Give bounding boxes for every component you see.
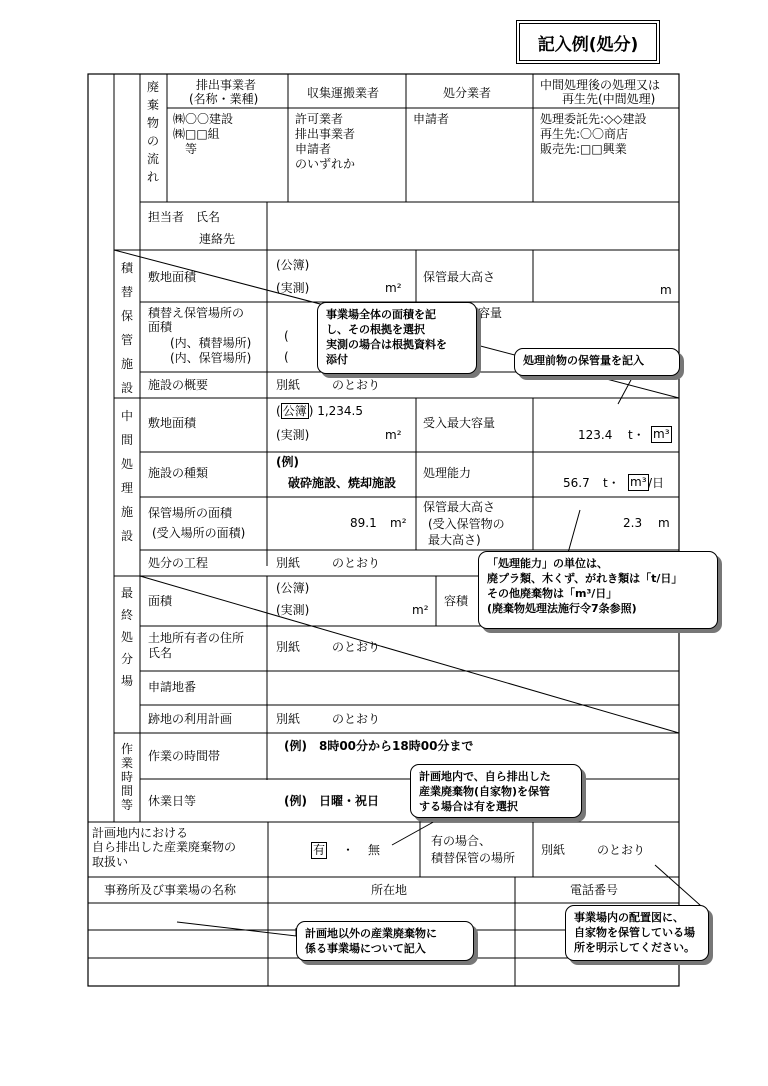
self-waste-label-2: 自ら排出した産業廃棄物の bbox=[92, 840, 237, 854]
mid-section-label: 中間処理施設 bbox=[120, 409, 133, 543]
self-waste-place-label-2: 積替保管の場所 bbox=[431, 851, 516, 865]
flow-section-label: 廃棄物の流れ bbox=[146, 80, 159, 184]
mid-height-value: 2.3 bbox=[623, 516, 643, 530]
storage-overview-label: 施設の概要 bbox=[148, 378, 209, 392]
emitter-3: 等 bbox=[185, 142, 198, 156]
mid-storage-area-label-2: (受入場所の面積) bbox=[152, 526, 246, 540]
mid-kobo-value: 1,234.5 bbox=[317, 404, 364, 418]
self-waste-annex: 別紙 bbox=[541, 843, 566, 857]
mid-storage-area-value: 89.1 bbox=[350, 516, 377, 530]
work-section-label: 作業時間等 bbox=[120, 742, 133, 812]
storage-site-area-label: 敷地面積 bbox=[148, 270, 197, 284]
collector-1: 許可業者 bbox=[295, 112, 344, 126]
mid-capacity-unit-m3: m³ bbox=[630, 475, 647, 489]
mid-storage-area-label-1: 保管場所の面積 bbox=[148, 506, 233, 520]
landfill-kobo: (公簿) bbox=[276, 581, 310, 595]
storage-height-unit: m bbox=[660, 283, 672, 297]
landfill-lot-label: 申請地番 bbox=[148, 680, 197, 694]
callout-layout-map-line-3: 所を明示してください。 bbox=[574, 941, 695, 954]
callout-area-basis bbox=[317, 302, 477, 374]
callout-layout-map-line-1: 事業場内の配置図に、 bbox=[574, 911, 684, 924]
storage-paren-2: ( bbox=[284, 350, 289, 364]
mid-site-area-label: 敷地面積 bbox=[148, 416, 197, 430]
callout-self-storage-line-3: する場合は有を選択 bbox=[419, 800, 518, 813]
landfill-owner-label-1: 土地所有者の住所 bbox=[148, 631, 245, 645]
contact-label: 連絡先 bbox=[199, 232, 236, 246]
callout-self-storage bbox=[410, 764, 582, 818]
landfill-jissoku: (実測) bbox=[276, 603, 310, 617]
collector-2: 排出事業者 bbox=[295, 127, 356, 141]
callout-pre-storage-text: 処理前物の保管量を記入 bbox=[523, 354, 644, 367]
mid-capacity-value: 56.7 bbox=[563, 476, 590, 490]
callout-area-line-1: 事業場全体の面積を記 bbox=[326, 308, 436, 321]
mid-height-unit: m bbox=[658, 516, 670, 530]
disposer-value: 申請者 bbox=[413, 112, 450, 126]
landfill-owner-annex: 別紙 bbox=[276, 640, 301, 654]
recycle-1: 処理委託先:◇◇建設 bbox=[540, 112, 647, 126]
storage-overview-attached: のとおり bbox=[332, 378, 381, 392]
mid-recv-cap-label: 受入最大容量 bbox=[423, 416, 496, 430]
self-waste-attached: のとおり bbox=[597, 843, 646, 857]
mid-capacity-label: 処理能力 bbox=[423, 466, 472, 480]
landfill-owner-label-2: 氏名 bbox=[148, 646, 173, 660]
mid-height-label-2: (受入保管物の bbox=[428, 517, 505, 531]
callout-self-storage-line-2: 産業廃棄物(自家物)を保管 bbox=[419, 785, 551, 798]
mid-type-value: 破砕施設、焼却施設 bbox=[288, 476, 397, 490]
document-title: 記入例(処分) bbox=[516, 20, 660, 64]
self-waste-place-label-1: 有の場合、 bbox=[431, 834, 492, 848]
landfill-m2-unit: m² bbox=[412, 603, 429, 617]
mid-process-attached: のとおり bbox=[332, 556, 381, 570]
storage-paren-1: ( bbox=[284, 329, 289, 343]
storage-overview-annex: 別紙 bbox=[276, 378, 301, 392]
callout-capacity-line-2: 廃プラ類、木くず、がれき類は「t/日」 bbox=[487, 572, 683, 585]
mid-kobo-selected: 公簿 bbox=[282, 404, 307, 418]
emitter-2: ㈱□□組 bbox=[173, 127, 220, 141]
callout-area-line-4: 添付 bbox=[326, 353, 348, 366]
callout-pre-storage bbox=[514, 348, 680, 376]
storage-capacity-label: 容量 bbox=[478, 306, 503, 320]
col-header-collector: 収集運搬業者 bbox=[307, 86, 380, 100]
col-header-emitter-sub: (名称・業種) bbox=[189, 92, 259, 106]
emitter-1: ㈱〇〇建設 bbox=[173, 112, 234, 126]
storage-area-label-1: 積替え保管場所の bbox=[148, 306, 245, 320]
mid-type-example: (例) bbox=[276, 455, 299, 469]
col-header-disposer: 処分業者 bbox=[443, 86, 492, 100]
mid-process-annex: 別紙 bbox=[276, 556, 301, 570]
self-waste-yes-option[interactable]: 有 bbox=[313, 843, 326, 857]
self-waste-no-option[interactable]: 無 bbox=[368, 843, 381, 857]
col-header-emitter: 排出事業者 bbox=[196, 78, 257, 92]
mid-height-label-1: 保管最大高さ bbox=[423, 500, 496, 514]
col-header-recycle-sub: 再生先(中間処理) bbox=[562, 92, 656, 106]
callout-capacity-line-4: (廃棄物処理法施行令7条参照) bbox=[487, 602, 637, 615]
mid-storage-area-unit: m² bbox=[390, 516, 407, 530]
landfill-section-label: 最終処分場 bbox=[120, 586, 133, 688]
work-holiday-label: 休業日等 bbox=[148, 794, 197, 808]
landfill-area-label: 面積 bbox=[148, 594, 173, 608]
callout-self-storage-line-1: 計画地内で、自ら排出した bbox=[419, 770, 551, 783]
collector-4: のいずれか bbox=[295, 157, 356, 171]
mid-kobo-row: ( 公簿 ) 1,234.5 bbox=[276, 404, 364, 418]
mid-process-label: 処分の工程 bbox=[148, 556, 209, 570]
callout-area-line-2: し、その根拠を選択 bbox=[326, 323, 425, 336]
mid-recv-cap-unit-t: t・ bbox=[628, 428, 645, 442]
callout-capacity-unit bbox=[478, 551, 718, 629]
mid-jissoku: (実測) bbox=[276, 428, 310, 442]
landfill-capacity-label: 容積 bbox=[444, 594, 469, 608]
work-hours-label: 作業の時間帯 bbox=[148, 749, 221, 763]
callout-other-sites bbox=[296, 921, 474, 961]
mid-height-label-3: 最大高さ) bbox=[428, 533, 481, 547]
storage-area-label-3: (内、積替場所) bbox=[170, 336, 252, 350]
work-hours-value: (例) 8時00分から18時00分まで bbox=[284, 739, 474, 753]
callout-other-sites-line-2: 係る事業場について記入 bbox=[305, 942, 426, 955]
callout-area-line-3: 実測の場合は根拠資料を bbox=[326, 338, 447, 351]
office-header-name: 事務所及び事業場の名称 bbox=[104, 883, 237, 897]
landfill-after-use-attached: のとおり bbox=[332, 712, 381, 726]
work-holiday-value: (例) 日曜・祝日 bbox=[284, 794, 379, 808]
storage-max-height-label: 保管最大高さ bbox=[423, 270, 496, 284]
storage-area-label-2: 面積 bbox=[148, 320, 173, 334]
col-header-recycle: 中間処理後の処理又は bbox=[540, 78, 661, 92]
callout-capacity-line-3: その他廃棄物は「m³/日」 bbox=[487, 587, 618, 600]
landfill-after-use-label: 跡地の利用計画 bbox=[148, 712, 233, 726]
recycle-3: 販売先:□□興業 bbox=[540, 142, 627, 156]
callout-layout-map-line-2: 自家物を保管している場 bbox=[574, 926, 695, 939]
collector-3: 申請者 bbox=[295, 142, 332, 156]
recycle-2: 再生先:〇〇商店 bbox=[540, 127, 629, 141]
mid-recv-cap-unit-m3: m³ bbox=[653, 427, 670, 441]
office-header-phone: 電話番号 bbox=[570, 883, 619, 897]
self-waste-label-3: 取扱い bbox=[92, 855, 129, 869]
callout-layout-map bbox=[565, 905, 709, 961]
callout-capacity-line-1: 「処理能力」の単位は、 bbox=[487, 557, 608, 570]
mid-capacity-unit-day: /日 bbox=[648, 476, 665, 490]
landfill-owner-attached: のとおり bbox=[332, 640, 381, 654]
storage-jissoku: (実測) bbox=[276, 281, 310, 295]
storage-m2-unit: m² bbox=[385, 281, 402, 295]
office-header-address: 所在地 bbox=[371, 883, 408, 897]
storage-kobo: (公簿) bbox=[276, 258, 310, 272]
mid-capacity-unit-t: t・ bbox=[603, 476, 620, 490]
contact-person-label: 担当者 氏名 bbox=[148, 210, 221, 224]
self-waste-label-1: 計画地内における bbox=[92, 826, 189, 840]
mid-type-label: 施設の種類 bbox=[148, 466, 209, 480]
self-waste-separator: ・ bbox=[342, 843, 355, 857]
mid-m2-unit: m² bbox=[385, 428, 402, 442]
callout-other-sites-line-1: 計画地以外の産業廃棄物に bbox=[305, 927, 437, 940]
mid-recv-cap-value: 123.4 bbox=[578, 428, 613, 442]
storage-section-label: 積替保管施設 bbox=[120, 261, 133, 395]
storage-area-label-4: (内、保管場所) bbox=[170, 351, 252, 365]
landfill-after-use-annex: 別紙 bbox=[276, 712, 301, 726]
